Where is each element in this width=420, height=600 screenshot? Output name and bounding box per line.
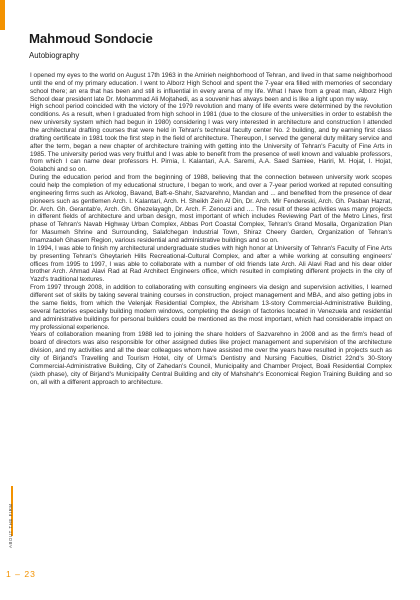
autobiography-body	[30, 72, 392, 386]
body-paragraph: Years of collaboration meaning from 1988 led to joining the share holders of Sazvarehno in 2008 and as the firm's head of board of directors was also responsible for other assigned duties like project management and supervision of the architecture division, and my activities and all the dear colleagues whom have assisted me over the years have resulted in projects such as city of Birjand's Travelling and Tourism Hotel, city of Urma's Dentistry and Nursing Faculties, District 22nd's 30-Story Commercial-Administrative Building, City of Zahedan's Council, Municipality and Chamber Project, Boali Residential Complex (sixth phase), city of Birjand's Municipality Central Building and city of Mahshahr's Economical Region Training Building and so on, all with a different approach to architecture.	[30, 331, 392, 386]
page-title: Mahmoud Sondocie	[29, 31, 153, 46]
page-subtitle: Autobiography	[29, 51, 80, 60]
corner-accent-mark	[0, 0, 5, 30]
body-paragraph: High school period coincided with the victory of the 1979 revolution and many of life events were determined by the revolution conditions. As a result, when I graduated from high school in 1981 (due to the closure of the universities in order to establish the new university system which had begun in 1980) considering I was very interested in architecture and construction I attended the architectural drafting courses that were held in Tehran's technical faculty center No. 2 building, and by earning first class drafting certificate in 1981 took the first step in the field of architecture. Thereupon, I served the general duty military service and after the term, began a new chapter of architecture training with getting into the University of Tehran's Faculty of Fine Arts in 1985. The university period was very fruitful and I was able to benefit from the presence of well known and valuable professors, from which I can name dear professors H. Pirnia, I. Kalantari, A.A. Saremi, A.A. Saed Samiee, Hariri, M. Hojat, I. Hojat, Golabchi and so on.	[30, 103, 392, 174]
body-paragraph: In 1994, I was able to finish my architectural undergraduate studies with high honor at University of Tehran's Faculty of Fine Arts by presenting Tehran's Gheytarieh Hills Recreational-Cultural Complex, and after a while working at consulting engineers' offices from 1995 to 1997, I was able to collaborate with a number of old friends late Arch. Ali Alavi Rad and his dear older brother Arch. Ahmad Alavi Rad at Rad Architect Engineers office, which resulted in completing different projects in the city of Yazd's traditional textures.	[30, 244, 392, 284]
page-header	[29, 31, 400, 60]
section-side-label: ABOUT THE FIRM	[8, 503, 13, 548]
body-paragraph: During the education period and from the beginning of 1988, believing that the connection between university work scopes could help the completion of my educational structure, I began to work, and over a 7-year period worked at reputed consulting engineering firms such as Arkolog, Bavand, Baft-e-Shahr, Sazvarehno, Mandan and ... and benefited from the presence of dear pioneers such as gentlemen Arch. I. Kalantari, Arch. H. Sheikh Zein Al Din, Dr. Arch. Mir Fendereski, Arch. Gh. Pasban Hazrat, Dr. Arch. Gh. Gerantab'e, Arch. Gh. Ghezelayagh, Dr. Arch. F. Zenouzi and .... The result of these activities was many projects in different fields of architecture and urban design, most important of which includes Reviewing Part of the Metro Lines, first phase of Tehran's Navab Highway Urban Complex, Abbas Port Coastal Complex, Tehran's Grand Mosalla, Organization Plan for Masumeh Shrine and Surrounding, Salafchegan Industrial Town, Shiraz Cheery Garden, Organization of Tehran's Imamzadeh Ghasem Region, various residential and administrative buildings and so on.	[30, 174, 392, 245]
page-number: 1 – 23	[6, 569, 36, 579]
body-paragraph: From 1997 through 2008, in addition to collaborating with consulting engineers via design and supervision activities, I learned different set of skills by taking several training courses in construction, project management and MBA, and also getting jobs in the same fields, from which the Velenjak Residential Complex, the Abrisham 13-story Commercial-Administrative Building, several factories especially building modern windows, completing the design of factories located in Venezuela and residential and administrative buildings for personal builders could be mentioned as the most important, which had considerable impact on my professional experience.	[30, 284, 392, 331]
body-paragraph: I opened my eyes to the world on August 17th 1963 in the Amirieh neighborhood of Tehran, and lived in that same neighborhood until the end of my primary education. I went to Alborz High School and spent the 7-year era filled with memories of secondary school there; an era that has been and still is influential in every arena of my life. What I have from a great man, Alborz High School dear president late Dr. Mohammad Ali Mojtahedi, as a souvenir has always been and is like a light upon my way.	[30, 72, 392, 103]
